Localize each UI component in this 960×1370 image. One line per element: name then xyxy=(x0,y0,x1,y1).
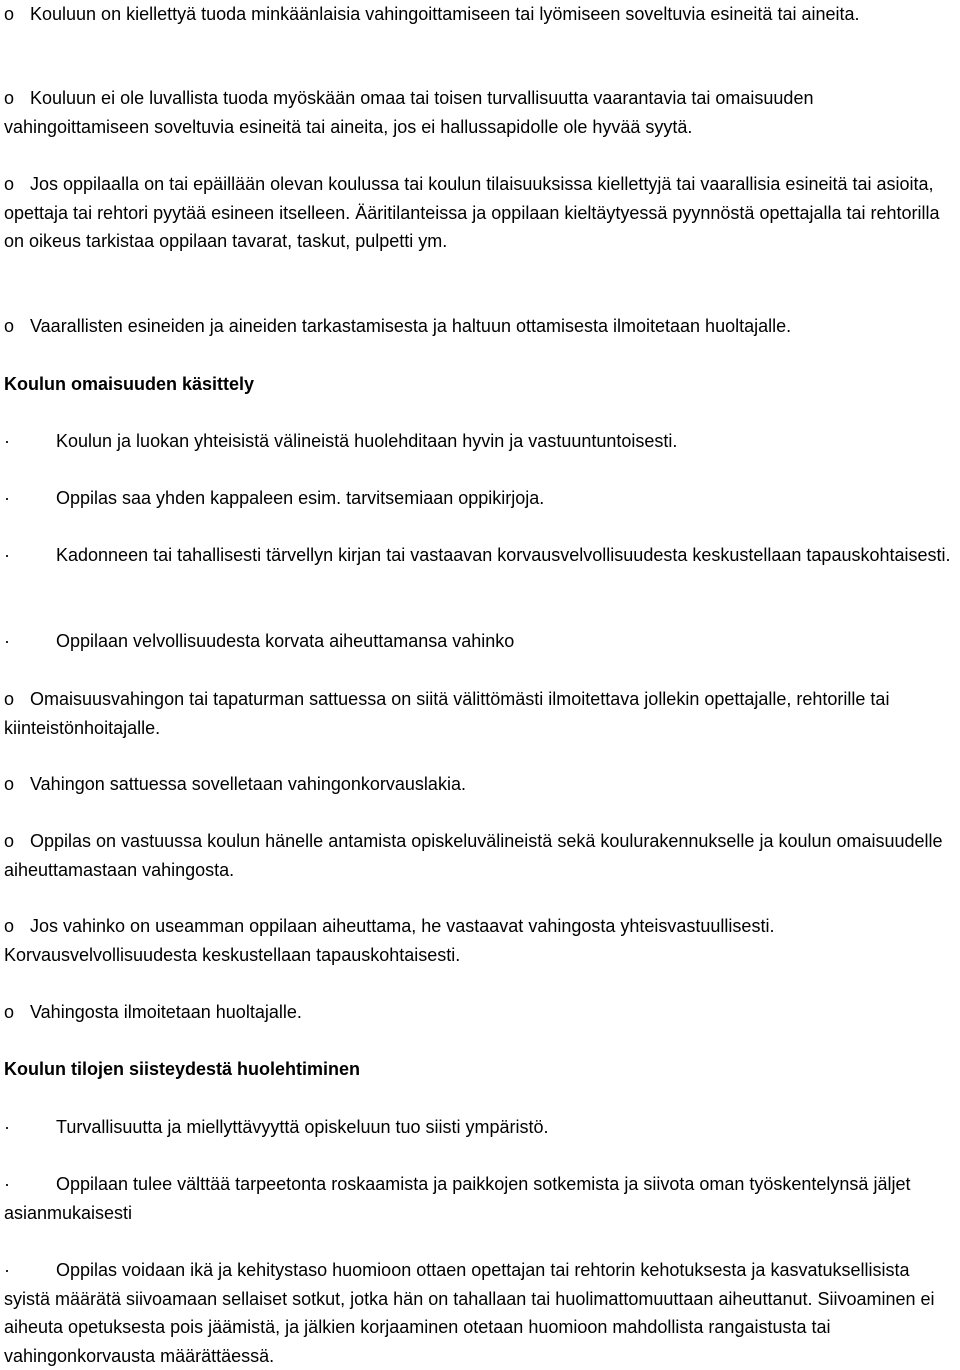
section-heading: Koulun tilojen siisteydestä huolehtiminen xyxy=(4,1059,361,1079)
o-bullet-marker: o xyxy=(4,316,15,336)
paragraph-text: Koulun ja luokan yhteisistä välineistä huolehditaan hyvin ja vastuuntuntoisesti. xyxy=(56,431,678,451)
dot-list-item xyxy=(4,1113,954,1142)
o-bullet-marker: o xyxy=(4,174,15,194)
paragraph-text: Jos vahinko on useamman oppilaan aiheuttama, he vastaavat vahingosta yhteisvastuullisesti. Korvausvelvollisuudesta keskustellaan tapauskohtaisesti. xyxy=(4,916,775,965)
dot-bullet-marker: · xyxy=(4,545,10,565)
paragraph-text: Omaisuusvahingon tai tapaturman sattuessa on siitä välittömästi ilmoitettava jollekin opettajalle, rehtorille tai kiinteistönhoitajalle. xyxy=(4,689,890,738)
dot-bullet-marker: · xyxy=(4,1260,10,1280)
dot-list-item xyxy=(4,484,954,513)
dot-bullet-marker: · xyxy=(4,631,10,651)
paragraph-text: Oppilaan tulee välttää tarpeetonta roskaamista ja paikkojen sotkemista ja siivota oman työskentelynsä jäljet asianmukaisesti xyxy=(4,1174,911,1223)
o-bullet-marker: o xyxy=(4,4,15,24)
dot-list-item xyxy=(4,541,954,570)
rule-paragraph xyxy=(4,685,954,742)
rule-paragraph xyxy=(4,170,954,256)
o-bullet-marker: o xyxy=(4,916,15,936)
paragraph-text: Oppilaan velvollisuudesta korvata aiheuttamansa vahinko xyxy=(56,631,515,651)
paragraph-text: Oppilas saa yhden kappaleen esim. tarvitsemiaan oppikirjoja. xyxy=(56,488,545,508)
rule-paragraph xyxy=(4,770,954,799)
dot-list-item xyxy=(4,1170,954,1227)
paragraph-text: Jos oppilaalla on tai epäillään olevan koulussa tai koulun tilaisuuksissa kiellettyjä tai vaarallisia esineitä tai asioita, opettaja tai rehtori pyytää esineen itselleen. Ääritilanteissa ja oppilaan kieltäytyessä pyynnöstä opettajalla tai rehtorilla on oikeus tarkistaa oppilaan tavarat, taskut, pulpetti ym. xyxy=(4,174,940,251)
rule-paragraph xyxy=(4,312,954,341)
dot-list-item xyxy=(4,627,954,656)
paragraph-text: Vaarallisten esineiden ja aineiden tarkastamisesta ja haltuun ottamisesta ilmoitetaan huoltajalle. xyxy=(30,316,792,336)
o-bullet-marker: o xyxy=(4,88,15,108)
paragraph-text: Kouluun on kiellettyä tuoda minkäänlaisia vahingoittamiseen tai lyömiseen soveltuvia esineitä tai aineita. xyxy=(30,4,860,24)
rule-paragraph xyxy=(4,827,954,884)
rule-paragraph xyxy=(4,998,954,1027)
dot-bullet-marker: · xyxy=(4,431,10,451)
rule-paragraph xyxy=(4,84,954,141)
o-bullet-marker: o xyxy=(4,689,15,709)
paragraph-text: Turvallisuutta ja miellyttävyyttä opiskeluun tuo siisti ympäristö. xyxy=(56,1117,549,1137)
rule-paragraph xyxy=(4,912,954,969)
dot-bullet-marker: · xyxy=(4,1174,10,1194)
dot-bullet-marker: · xyxy=(4,488,10,508)
o-bullet-marker: o xyxy=(4,831,15,851)
dot-list-item xyxy=(4,1256,954,1370)
paragraph-text: Vahingosta ilmoitetaan huoltajalle. xyxy=(30,1002,302,1022)
paragraph-text: Kadonneen tai tahallisesti tärvellyn kirjan tai vastaavan korvausvelvollisuudesta keskustellaan tapauskohtaisesti. xyxy=(56,545,951,565)
o-bullet-marker: o xyxy=(4,774,15,794)
paragraph-text: Kouluun ei ole luvallista tuoda myöskään omaa tai toisen turvallisuutta vaarantavia tai omaisuuden vahingoittamiseen soveltuvia esineitä tai aineita, jos ei hallussapidolle ole hyvää syytä. xyxy=(4,88,814,137)
paragraph-text: Oppilas on vastuussa koulun hänelle antamista opiskeluvälineistä sekä koulurakennukselle ja koulun omaisuudelle aiheuttamastaan vahingosta. xyxy=(4,831,943,880)
paragraph-text: Oppilas voidaan ikä ja kehitystaso huomioon ottaen opettajan tai rehtorin kehotuksesta ja kasvatuksellisista syistä määrätä siivoamaan sellaiset sotkut, jotka hän on tahallaan tai huolimattomuuttaan aiheuttanut. Siivoaminen ei aiheuta opetuksesta pois jäämistä, ja jälkien korjaaminen otetaan huomioon mahdollista rangaistusta tai vahingonkorvausta määrättäessä. xyxy=(4,1260,935,1366)
paragraph-text: Vahingon sattuessa sovelletaan vahingonkorvauslakia. xyxy=(30,774,466,794)
rule-paragraph xyxy=(4,0,954,29)
section-heading: Koulun omaisuuden käsittely xyxy=(4,374,255,394)
dot-list-item xyxy=(4,427,954,456)
o-bullet-marker: o xyxy=(4,1002,15,1022)
dot-bullet-marker: · xyxy=(4,1117,10,1137)
